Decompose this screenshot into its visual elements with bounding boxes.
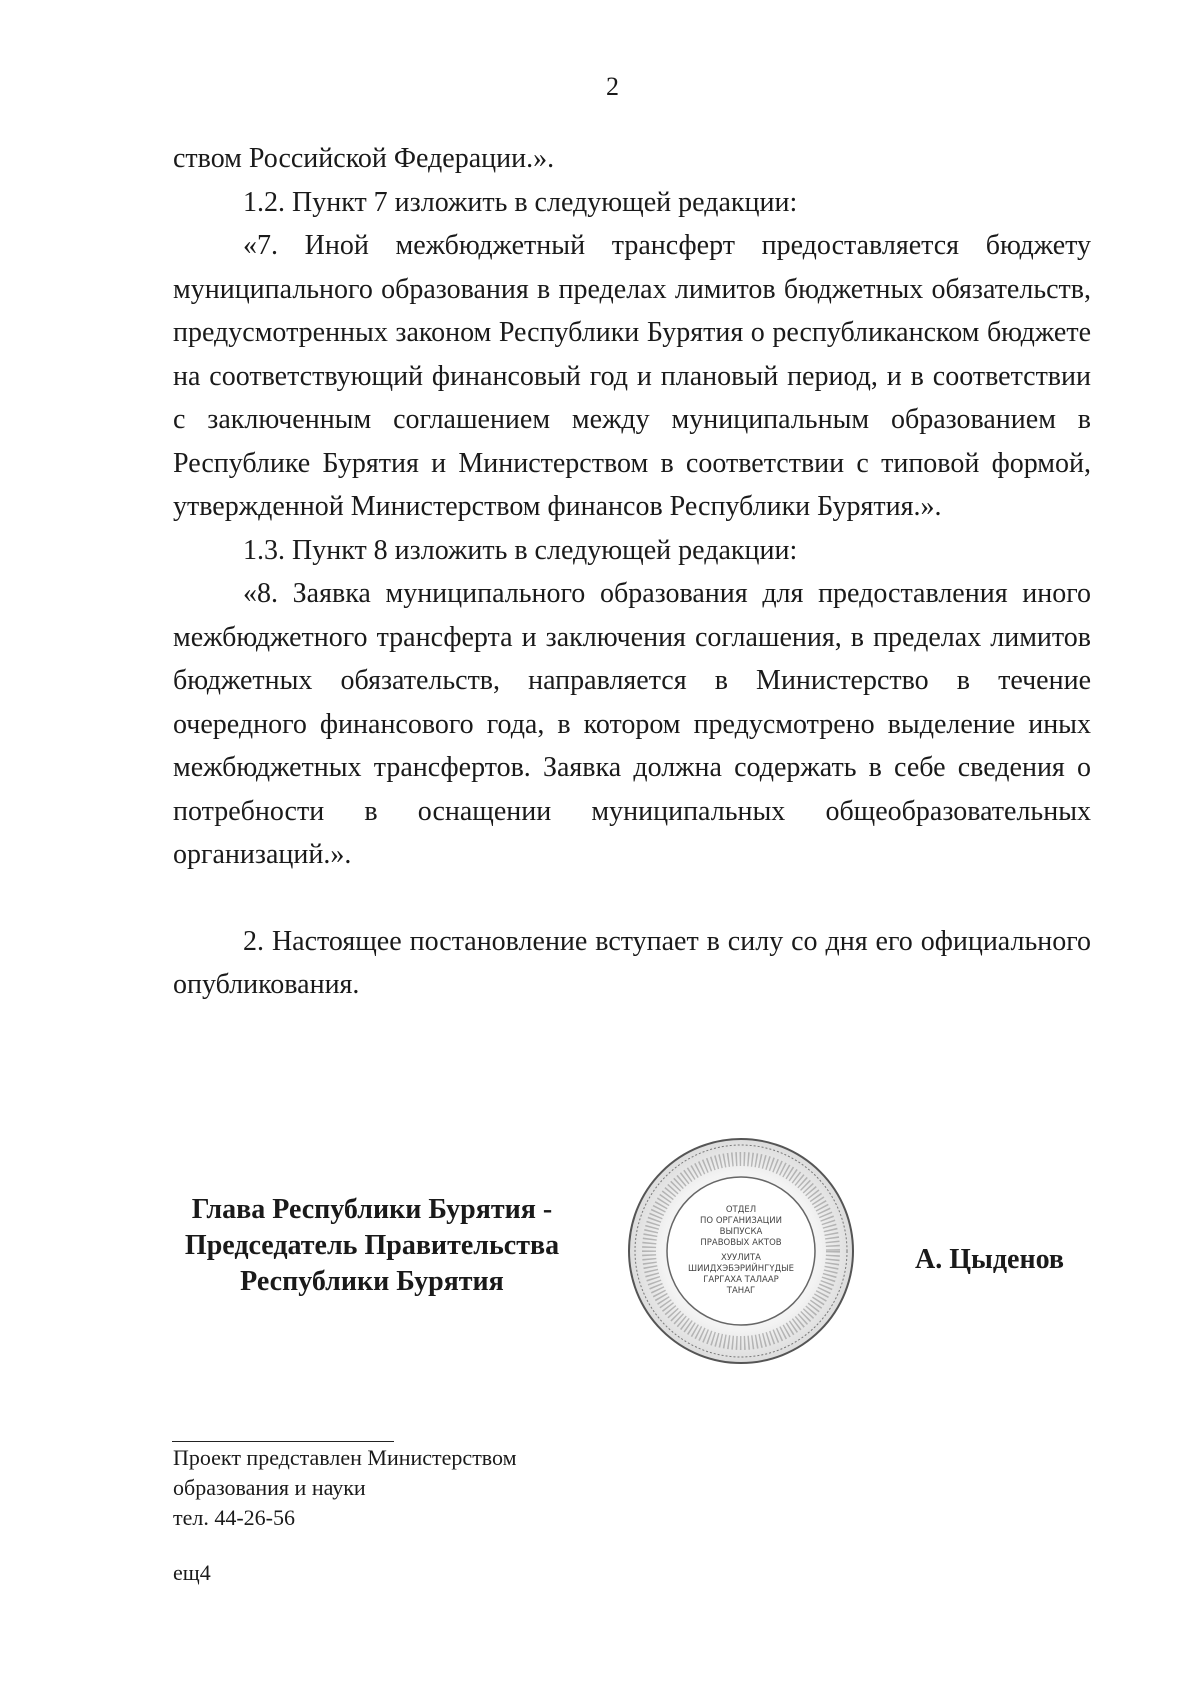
signatory-title-line: Республики Бурятия [240, 1266, 504, 1297]
document-code: ещ4 [173, 1560, 211, 1585]
seal-text: ХУУЛИТА [721, 1253, 761, 1263]
page-number: 2 [606, 72, 619, 101]
seal-text: ШИИДХЭБЭРИЙНГҮДЫЕ [687, 1264, 795, 1274]
official-seal [624, 1134, 858, 1368]
seal-text: ПО ОРГАНИЗАЦИИ [700, 1216, 782, 1226]
signatory-title-line: Председатель Правительства [184, 1230, 560, 1261]
seal-text: ГАРГАХА ТАЛААР [703, 1275, 779, 1285]
paragraph-item-1-3: 1.3. Пункт 8 изложить в следующей редакции: [243, 534, 798, 566]
footnote-line: тел. 44-26-56 [173, 1505, 296, 1530]
signatory-name: А. Цыденов [915, 1244, 1065, 1275]
paragraph-continuation: ством Российской Федерации.». [173, 143, 555, 174]
seal-text: ПРАВОВЫХ АКТОВ [700, 1238, 782, 1248]
document-body [173, 137, 1091, 1007]
footnote [173, 1443, 517, 1533]
paragraph-point-7: «7. Иной межбюджетный трансферт предоставляется бюджету муниципального образования в пределах лимитов бюджетных обязательств, предусмотренных законом Республики Бурятия о республиканском бюджете на соответствующий финансовый год и плановый период, и в соответствии с заключенным соглашением между муниципальным образованием в Республике Бурятия и Министерством в соответствии с типовой формой, утвержденной Министерством финансов Республики Бурятия.». [173, 230, 1091, 522]
signatory-title-line: Глава Республики Бурятия - [191, 1194, 553, 1225]
paragraph-effective-date: 2. Настоящее постановление вступает в силу со дня его официального опубликования. [173, 925, 1091, 1000]
paragraph-point-8: «8. Заявка муниципального образования для предоставления иного межбюджетного трансферта и заключения соглашения, в пределах лимитов бюджетных обязательств, направляется в Министерство в течение очередного финансового года, в котором предусмотрено выделение иных межбюджетных трансфертов. Заявка должна содержать в себе сведения о потребности в оснащении муниципальных общеобразовательных организаций.». [173, 578, 1091, 870]
footnote-line: Проект представлен Министерством [173, 1445, 517, 1470]
seal-text: ТАНАГ [726, 1286, 756, 1296]
seal-text: ОТДЕЛ [725, 1205, 757, 1215]
paragraph-item-1-2: 1.2. Пункт 7 изложить в следующей редакции: [243, 186, 798, 218]
footnote-divider [172, 1441, 394, 1442]
seal-text: ВЫПУСКА [719, 1227, 763, 1237]
signatory-title [172, 1192, 572, 1300]
footnote-line: образования и науки [173, 1475, 366, 1500]
